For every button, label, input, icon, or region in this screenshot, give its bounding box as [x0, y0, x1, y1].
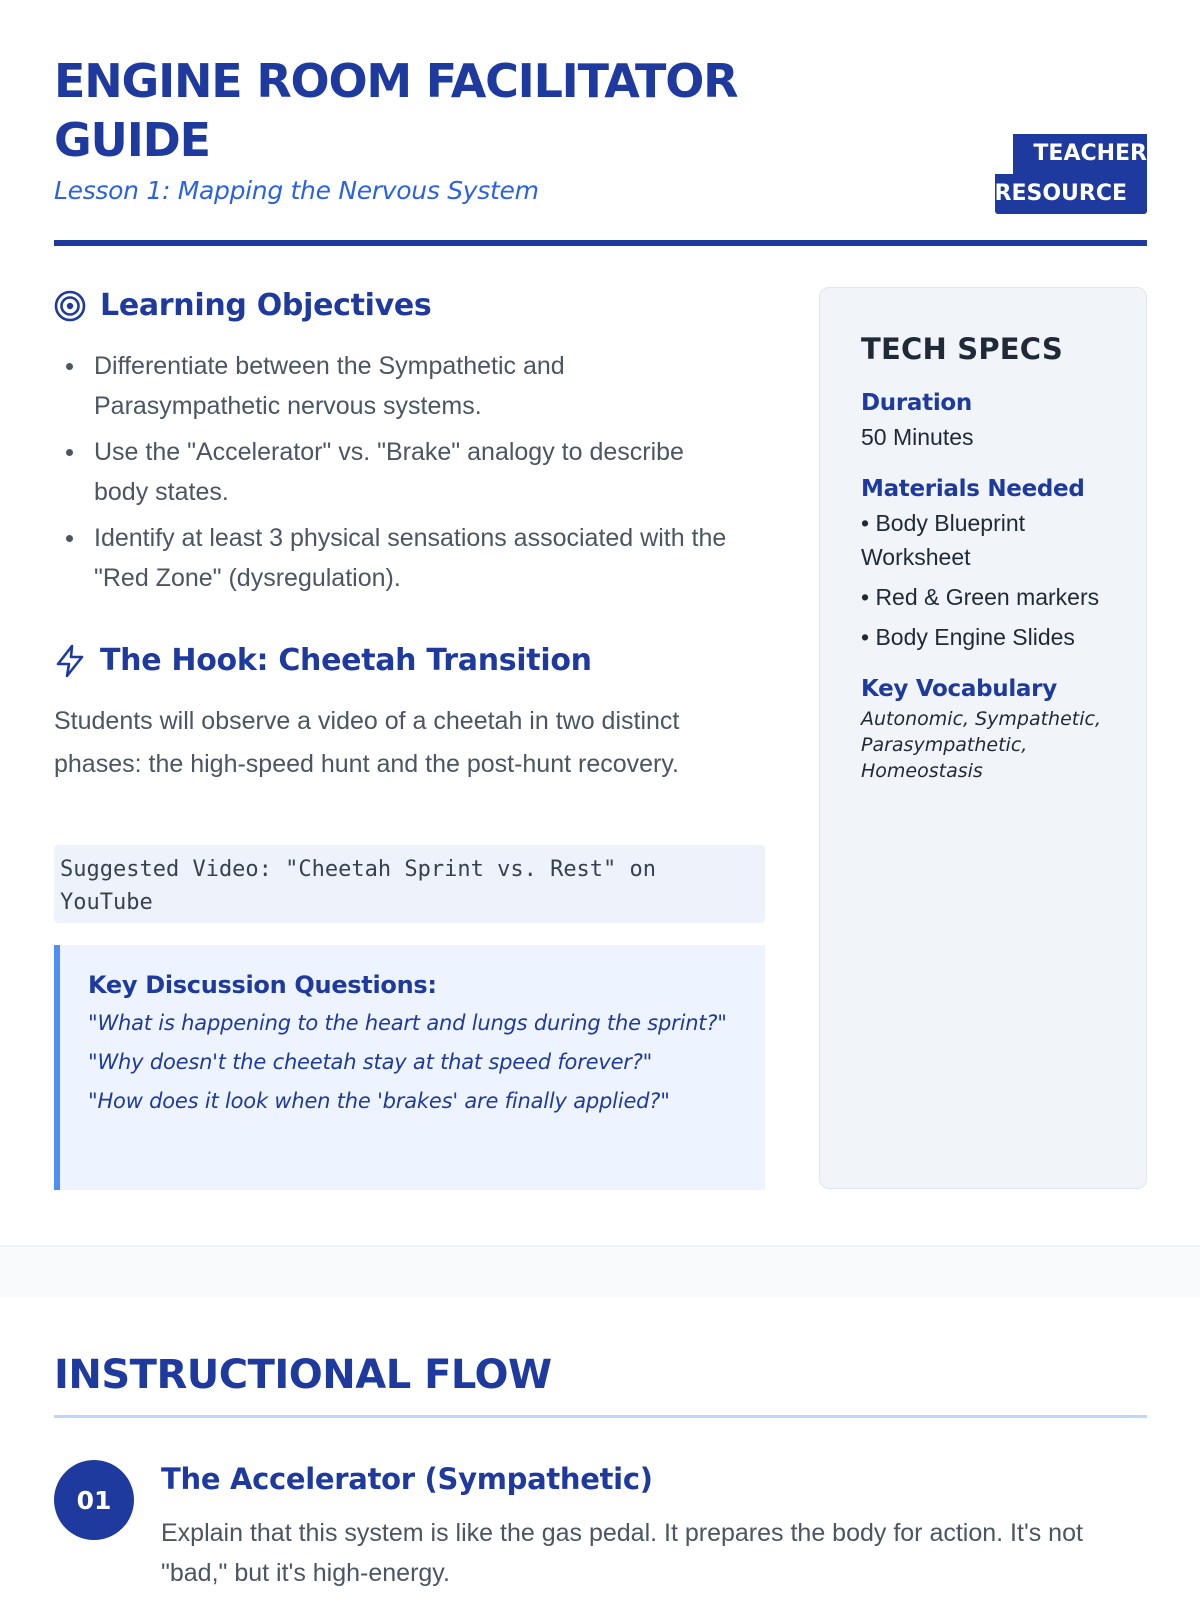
hook-description: Students will observe a video of a cheetah in two distinct phases: the high-speed hunt and the post-hunt recovery.	[54, 707, 680, 778]
flow-divider	[54, 1415, 1147, 1418]
step-number-badge: 01	[54, 1460, 134, 1540]
list-item: Use the "Accelerator" vs. "Brake" analogy to describe body states.	[64, 432, 744, 512]
specs-heading: TECH SPECS	[861, 332, 1063, 366]
badge-line-2: RESOURCE	[995, 174, 1148, 214]
badge-line-1: TEACHER	[1013, 134, 1147, 174]
section-separator-band	[0, 1245, 1200, 1297]
objectives-heading	[54, 288, 432, 323]
vocab-value: Autonomic, Sympathetic, Parasympathetic, Homeostasis	[861, 708, 1102, 782]
list-item: Identify at least 3 physical sensations associated with the "Red Zone" (dysregulation).	[64, 518, 744, 598]
lesson-subtitle: Lesson 1: Mapping the Nervous System	[54, 176, 539, 205]
material-item: • Body Blueprint Worksheet	[861, 510, 1026, 570]
lightning-icon	[54, 644, 86, 678]
material-item: • Body Engine Slides	[861, 624, 1075, 650]
suggested-video: Suggested Video: "Cheetah Sprint vs. Rest" on YouTube	[54, 845, 765, 923]
list-item: Differentiate between the Sympathetic and Parasympathetic nervous systems.	[64, 346, 744, 426]
hook-heading-text: The Hook: Cheetah Transition	[100, 643, 592, 678]
tech-specs-panel	[819, 287, 1147, 1189]
target-icon	[54, 290, 86, 322]
page-title: ENGINE ROOM FACILITATOR GUIDE	[54, 54, 738, 167]
teacher-resource-badge	[995, 134, 1148, 214]
duration-value: 50 Minutes	[861, 424, 974, 450]
objectives-list	[64, 346, 744, 604]
header-divider	[54, 240, 1147, 246]
instructional-flow-heading: INSTRUCTIONAL FLOW	[54, 1352, 552, 1398]
material-item: • Red & Green markers	[861, 584, 1100, 610]
page-header	[54, 52, 1147, 247]
duration-label: Duration	[861, 390, 972, 416]
question-item: "What is happening to the heart and lungs during the sprint?"	[88, 1011, 727, 1035]
hook-heading	[54, 643, 592, 678]
questions-heading: Key Discussion Questions:	[88, 971, 437, 999]
step-description: Explain that this system is like the gas pedal. It prepares the body for action. It's not "bad," but it's high-energy.	[161, 1519, 1083, 1587]
objectives-heading-text: Learning Objectives	[100, 288, 432, 323]
step-title: The Accelerator (Sympathetic)	[161, 1462, 653, 1496]
vocab-label: Key Vocabulary	[861, 676, 1057, 702]
discussion-questions-callout	[54, 945, 765, 1190]
question-item: "How does it look when the 'brakes' are finally applied?"	[88, 1089, 670, 1113]
question-item: "Why doesn't the cheetah stay at that speed forever?"	[88, 1050, 653, 1074]
materials-label: Materials Needed	[861, 476, 1085, 502]
